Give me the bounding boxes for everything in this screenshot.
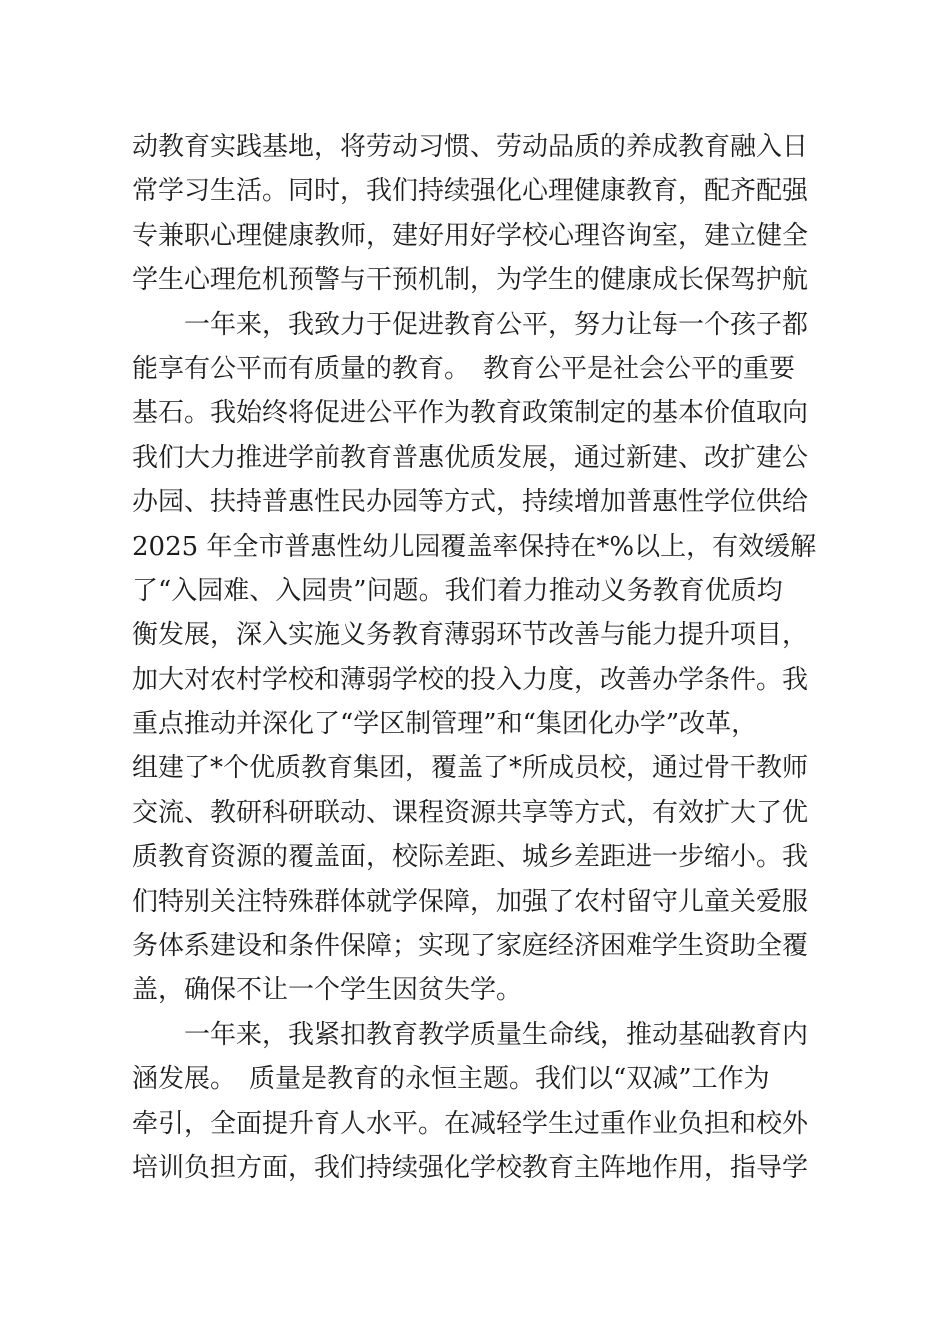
text-line: 培训负担方面，我们持续强化学校教育主阵地作用，指导学 (132, 1152, 809, 1183)
text-line: 重点推动并深化了“学区制管理”和“集团化办学”改革， (132, 709, 758, 740)
text-line: 专兼职心理健康教师，建好用好学校心理咨询室，建立健全 (132, 220, 809, 251)
text-line: 2025 年全市普惠性幼儿园覆盖率保持在*%以上，有效缓解 (132, 531, 817, 562)
text-line: 了“入园难、入园贵”问题。我们着力推动义务教育优质均 (132, 575, 783, 606)
text-line: 交流、教研科研联动、课程资源共享等方式，有效扩大了优 (132, 797, 809, 828)
text-line: 们特别关注特殊群体就学保障，加强了农村留守儿童关爱服 (132, 886, 809, 917)
text-line: 基石。我始终将促进公平作为教育政策制定的基本价值取向 (132, 398, 809, 429)
text-line: 一年来，我紧扣教育教学质量生命线，推动基础教育内 (184, 1019, 809, 1050)
paragraph (132, 125, 842, 303)
text-line: 办园、扶持普惠性民办园等方式，持续增加普惠性学位供给 (132, 487, 809, 518)
text-line: 常学习生活。同时，我们持续强化心理健康教育，配齐配强 (132, 176, 809, 207)
text-line: 牵引，全面提升育人水平。在减轻学生过重作业负担和校外 (132, 1108, 809, 1139)
paragraph (132, 1013, 842, 1191)
text-line: 涵发展。 质量是教育的永恒主题。我们以“双减”工作为 (132, 1064, 770, 1095)
text-line: 学生心理危机预警与干预机制，为学生的健康成长保驾护航 (132, 265, 809, 296)
text-line: 我们大力推进学前教育普惠优质发展，通过新建、改扩建公 (132, 442, 809, 473)
text-line: 衡发展，深入实施义务教育薄弱环节改善与能力提升项目， (132, 620, 809, 651)
document-text-block (132, 125, 842, 1190)
paragraph (132, 303, 842, 1013)
text-line: 加大对农村学校和薄弱学校的投入力度，改善办学条件。我 (132, 664, 809, 695)
text-line: 质教育资源的覆盖面，校际差距、城乡差距进一步缩小。我 (132, 842, 809, 873)
text-line: 盖，确保不让一个学生因贫失学。 (132, 975, 523, 1006)
text-line: 一年来，我致力于促进教育公平，努力让每一个孩子都 (184, 309, 809, 340)
text-line: 组建了*个优质教育集团，覆盖了*所成员校，通过骨干教师 (132, 753, 809, 784)
text-line: 务体系建设和条件保障；实现了家庭经济困难学生资助全覆 (132, 931, 809, 962)
text-line: 动教育实践基地，将劳动习惯、劳动品质的养成教育融入日 (132, 132, 809, 162)
text-line: 能享有公平而有质量的教育。 教育公平是社会公平的重要 (132, 353, 796, 384)
